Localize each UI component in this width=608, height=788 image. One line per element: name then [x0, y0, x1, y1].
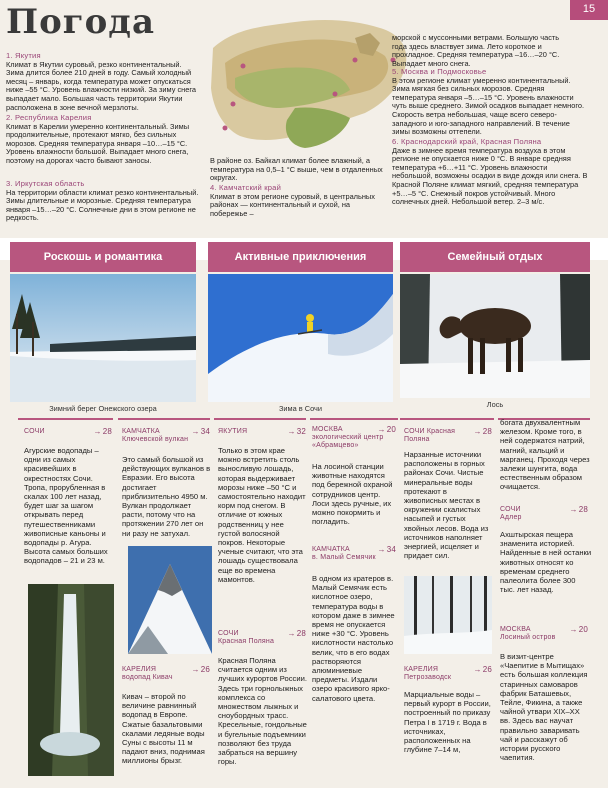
band-active-adventures: Активные приключения: [208, 242, 393, 272]
text-tea-museum: В визит-центре «Чаепитие в Мытищах» есть большая коллекция старинных самоваров фабрик Баташевых, Тейле, Фикина, а также чайной утвари XIX–XX вв. Здесь вас научат правильно заваривать чай и расскажут об истории русского чаепития.: [500, 652, 588, 763]
climate-baikal: В районе оз. Байкал климат более влажный, а температура на 0,5–1 °С выше, чем в отдаленных округах.: [210, 156, 383, 183]
page-ref: → 28: [93, 428, 112, 436]
divider: [400, 418, 494, 420]
climate-text: Даже в зимнее время температура воздуха в этом регионе не опускается ниже 0 °С. В январе средняя температура +6…+11 °С. Уровень влажности небольшой, возможны осадки в виде дождя или снега. В Красной Поляне климат мягкий, средняя температура +5…–5 °С. Снежный покров устойчивый. Много солнечных дней. Небольшой ветер. 2–3 м/с.: [392, 145, 588, 207]
climate-irkutsk: [6, 180, 206, 223]
divider: [310, 418, 398, 420]
page-ref: → 34: [191, 428, 210, 436]
russia-map-image: [205, 8, 415, 158]
tag-location: ЯКУТИЯ: [218, 428, 248, 435]
tag-location: КАРЕЛИЯ: [122, 666, 157, 673]
climate-text: Климат в этом регионе суровый, в центральных районах — континентальный и сухой, на побережье –: [210, 191, 375, 218]
text-elk-station: На лосиной станции животные находятся под бережной охраной сотрудников центр. Лоси здесь ручные, их можно покормить и погладить.: [312, 462, 393, 527]
tag-moscow-col6: [500, 626, 588, 642]
tag-place: экологический центр «Абрамцево»: [312, 434, 384, 450]
climate-heading: 6. Краснодарский край, Красная Поляна: [392, 137, 542, 146]
tag-location: СОЧИ: [500, 506, 521, 513]
sochi-winter-photo: [208, 274, 393, 402]
tag-sochi-col5: [404, 428, 492, 444]
tag-kamchatka-col4: [312, 546, 396, 562]
tag-place: водопад Кивач: [122, 674, 173, 682]
forest-spring-photo: [404, 576, 492, 654]
climate-karelia: [6, 114, 201, 166]
text-acid-lake: В одном из кратеров в. Малый Семячик есть кислотное озеро, температура воды в котором даже в зимнее время не опускается ниже +30 °С. Уровень кислотности настолько велик, что в его водах растворяются алюминиевые предметы. Издали озеро красивого ярко-салатового цвета.: [312, 574, 395, 703]
caption-onega: Зимний берег Онежского озера: [49, 404, 157, 413]
page-ref: → 28: [287, 630, 306, 638]
tag-place: Красная Поляна: [218, 638, 275, 646]
climate-text: Климат в Карелии умеренно континентальный. Зимы продолжительные, протекают мягко, без сильных морозов. Средняя температура января –10…–15 °С. Уровень влажности большой. Выпадает много снега, поэтому на дорогах часто бывают заносы.: [6, 121, 190, 165]
text-krasnaya-polyana-resort: Красная Поляна считается одним из лучших курортов России. Здесь три горнолыжных комплекса со множеством лыжных и сноубордных трасс. Кресельные, гондольные и бугельные подъемники позволяют без труда забраться на вершину горы.: [218, 656, 307, 767]
climate-kamchatka-continued: морской с муссонными ветрами. Большую часть года здесь властвует зима. Лето короткое и прохладное. Средняя температура –16…–20 °С. Выпадает много снега.: [392, 33, 560, 68]
climate-heading: 2. Республика Карелия: [6, 113, 92, 122]
tag-moscow-col4: [312, 426, 396, 451]
page-ref: → 28: [473, 428, 492, 436]
page-ref: → 34: [377, 546, 396, 554]
text-yakut-horse: Только в этом крае можно встретить столь выносливую лошадь, которая выдерживает морозы ниже –50 °С и самостоятельно находит корм под снегом. В отличие от южных родственниц у нее густой волосяной покров. Некоторые ученые считают, что эта лошадь существовала еще во времена мамонтов.: [218, 446, 306, 584]
climate-kamchatka: [210, 184, 385, 218]
divider: [214, 418, 306, 420]
tag-place: Ключевской вулкан: [122, 436, 189, 444]
page-ref: → 26: [191, 666, 210, 674]
tag-location: МОСКВА: [500, 626, 531, 633]
divider: [118, 418, 210, 420]
text-martial-waters: Марциальные воды – первый курорт в России, построенный по приказу Петра I в 1719 г. Вода в источниках, расположенных на глубине 7–14 м,: [404, 690, 491, 755]
climate-krasnodar: [392, 138, 588, 207]
climate-moscow: [392, 68, 588, 137]
climate-yakutia: [6, 52, 201, 112]
band-luxury-romance: Роскошь и романтика: [10, 242, 196, 272]
tag-place: в. Малый Семячик: [312, 554, 376, 562]
text-narzan-springs: Нарзанные источники расположены в горных районах Сочи. Чистые минеральные воды протекают в живописных местах в окружении скалистых насыпей и густых хвойных лесов. Вода из источников наполняет энергией, исцеляет и придает сил.: [404, 450, 489, 561]
tag-sochi-col6: [500, 506, 588, 522]
tag-location: СОЧИ: [218, 630, 239, 637]
page-ref: → 28: [569, 506, 588, 514]
tag-location: КАМЧАТКА: [312, 546, 350, 553]
tag-location: СОЧИ: [24, 428, 45, 435]
tag-place: Красная Поляна: [404, 428, 456, 444]
tag-sochi-col1: [24, 428, 112, 436]
tag-kamchatka-col2: [122, 428, 210, 444]
band-family-rest: Семейный отдых: [400, 242, 590, 272]
volcano-photo: [128, 546, 212, 654]
page-ref: → 20: [569, 626, 588, 634]
climate-heading: 4. Камчатский край: [210, 183, 282, 192]
page-ref: → 26: [473, 666, 492, 674]
tag-location: КАМЧАТКА: [122, 428, 160, 435]
climate-heading: 3. Иркутская область: [6, 179, 85, 188]
tag-yakutia-col3: [218, 428, 306, 436]
onega-lake-photo: [10, 274, 196, 402]
tag-place: Адлер: [500, 514, 522, 522]
page-ref: → 32: [287, 428, 306, 436]
divider: [18, 418, 113, 420]
tag-place: Петрозаводск: [404, 674, 452, 682]
tag-sochi-col3: [218, 630, 306, 646]
page-number: 15: [570, 0, 608, 20]
tag-location: СОЧИ: [404, 428, 425, 435]
page-title: Погода: [6, 2, 155, 42]
waterfall-photo: [28, 584, 114, 776]
climate-text: На территории области климат резко континентальный. Зимы длительные и морозные. Средняя температура января –15…–20 °С. Солнечные дни в этом регионе не редкость.: [6, 187, 199, 223]
climate-heading: 5. Москва и Подмосковье: [392, 67, 487, 76]
page-ref: → 20: [377, 426, 396, 434]
caption-elk: Лось: [486, 400, 504, 409]
text-kivach: Кивач – второй по величине равнинный водопад в Европе. Сжатые базальтовыми скалами ледяные воды Суны с высоты 11 м падают вниз, поднимая миллионы брызг.: [122, 692, 205, 766]
elk-photo: [400, 274, 590, 398]
text-martial-waters-continued: богата двухвалентным железом. Кроме того, в ней содержатся натрий, магний, кальций и марганец. Проходя через залежи шунгита, вода естественным образом очищается.: [500, 418, 590, 492]
text-klyuchevskoy: Это самый большой из действующих вулканов в Евразии. Его высота достигает приблизительно 4950 м. Вулкан продолжает расти, потому что на протяжении 270 лет он ни разу не затухал.: [122, 455, 211, 538]
tag-karelia-col5: [404, 666, 492, 682]
tag-place: Лосиный остров: [500, 634, 556, 642]
caption-sochi: Зима в Сочи: [278, 404, 323, 413]
tag-karelia-col2: [122, 666, 210, 682]
climate-text: Климат в Якутии суровый, резко континентальный. Зима длится более 210 дней в году. Самый холодный месяц – январь, когда температура может опускаться ниже –55 °С. Уровень влажности низкий. За зиму снега выпадает мало. Большая часть территории Якутии расположена в зоне вечной мерзлоты.: [6, 59, 196, 112]
text-akhshtyr-cave: Ахштырская пещера знаменита историей. Найденные в ней останки животных относят ко временам среднего палеолита более 300 тыс. лет назад.: [500, 530, 592, 595]
text-agura-waterfalls: Агурские водопады – одни из самых красивейших в окрестностях Сочи. Тропа, прорубленная в скалах 100 лет назад, будет шаг за шагом открывать перед путешественниками живописные каньоны и водопады р. Агура. Высота самых больших водопадов – 21 и 23 м.: [24, 446, 108, 566]
climate-text: В этом регионе климат умеренно континентальный. Зима мягкая без сильных морозов. Средняя температура января –5…–15 °С. Уровень влажности чуть выше среднего. Зимой осадков выпадает немного. Скорость ветра небольшая, чаще всего северо-западного и юго-западного направлений. В течение зимы возможны оттепели.: [392, 75, 585, 137]
tag-location: МОСКВА: [312, 426, 343, 433]
climate-heading: 1. Якутия: [6, 51, 41, 60]
tag-location: КАРЕЛИЯ: [404, 666, 439, 673]
